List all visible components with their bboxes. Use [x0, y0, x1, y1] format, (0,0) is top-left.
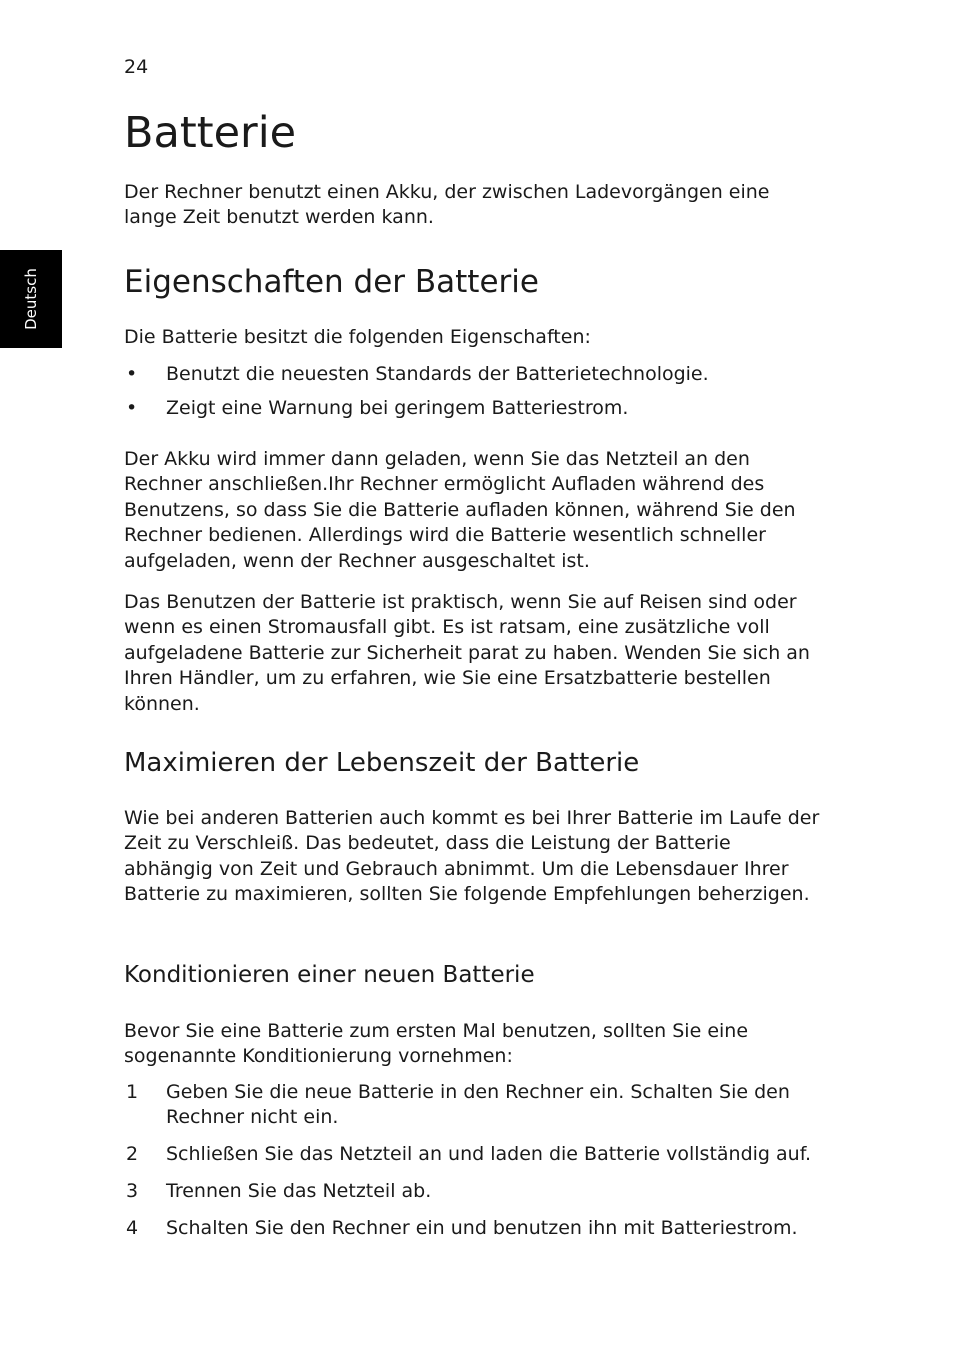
bullet-text: Benutzt die neuesten Standards der Batterietechnologie.	[166, 363, 709, 385]
intro-text: Der Rechner benutzt einen Akku, der zwischen Ladevorgängen eine lange Zeit benutzt werden kann.	[124, 181, 770, 229]
list-item	[124, 396, 824, 421]
feature-bullet-list	[124, 362, 824, 421]
step-number: 4	[126, 1217, 139, 1240]
conditioning-lead	[124, 1019, 824, 1070]
spare-battery-text: Das Benutzen der Batterie ist praktisch, wenn Sie auf Reisen sind oder wenn es einen Stromausfall gibt. Es ist ratsam, eine zusätzliche voll aufgeladene Batterie zur Sicherheit parat zu haben. Wenden Sie sich an Ihren Händler, um zu erfahren, wie Sie eine Ersatzbatterie bestellen können.	[124, 591, 810, 715]
list-item	[124, 1179, 824, 1204]
bullet-marker: •	[126, 397, 138, 419]
bullet-text: Zeigt eine Warnung bei geringem Batteriestrom.	[166, 397, 629, 419]
step-text: Schließen Sie das Netzteil an und laden die Batterie vollständig auf.	[166, 1143, 812, 1166]
list-item	[124, 362, 824, 387]
section1-lead	[124, 325, 824, 350]
lifetime-paragraph	[124, 806, 824, 908]
step-number: 3	[126, 1180, 139, 1203]
section-heading-konditionieren: Konditionieren einer neuen Batterie	[124, 962, 535, 988]
list-item	[124, 1142, 824, 1167]
lifetime-text: Wie bei anderen Batterien auch kommt es bei Ihrer Batterie im Laufe der Zeit zu Verschleiß. Das bedeutet, dass die Leistung der Batterie abhängig von Zeit und Gebrauch abnimmt. Um die Lebensdauer Ihrer Batterie zu maximieren, sollten Sie folgende Empfehlungen beherzigen.	[124, 807, 820, 906]
step-number: 1	[126, 1081, 139, 1103]
section1-lead-text: Die Batterie besitzt die folgenden Eigenschaften:	[124, 326, 591, 348]
charging-paragraph	[124, 447, 824, 574]
language-side-tab	[0, 250, 62, 348]
conditioning-lead-text: Bevor Sie eine Batterie zum ersten Mal benutzen, sollten Sie eine sogenannte Konditionierung vornehmen:	[124, 1020, 749, 1068]
charging-text: Der Akku wird immer dann geladen, wenn Sie das Netzteil an den Rechner anschließen.Ihr Rechner ermöglicht Aufladen während des Benutzens, so dass Sie die Batterie aufladen können, während Sie den Rechner bedienen. Allerdings wird die Batterie wesentlich schneller aufgeladen, wenn der Rechner ausgeschaltet ist.	[124, 448, 796, 572]
page-title: Batterie	[124, 108, 297, 158]
side-tab-label: Deutsch	[22, 268, 40, 330]
conditioning-steps-list	[124, 1080, 824, 1242]
bullet-marker: •	[126, 363, 138, 385]
list-item	[124, 1080, 824, 1131]
step-text: Trennen Sie das Netzteil ab.	[166, 1180, 432, 1203]
page-number: 24	[124, 56, 149, 78]
section-heading-lebenszeit: Maximieren der Lebenszeit der Batterie	[124, 748, 640, 778]
spare-battery-paragraph	[124, 590, 824, 717]
list-item	[124, 1216, 824, 1241]
step-text: Schalten Sie den Rechner ein und benutzen ihn mit Batteriestrom.	[166, 1217, 798, 1240]
section-heading-eigenschaften: Eigenschaften der Batterie	[124, 264, 539, 300]
step-number: 2	[126, 1143, 139, 1166]
intro-paragraph	[124, 180, 824, 231]
step-text: Geben Sie die neue Batterie in den Rechner ein. Schalten Sie den Rechner nicht ein.	[166, 1081, 790, 1129]
